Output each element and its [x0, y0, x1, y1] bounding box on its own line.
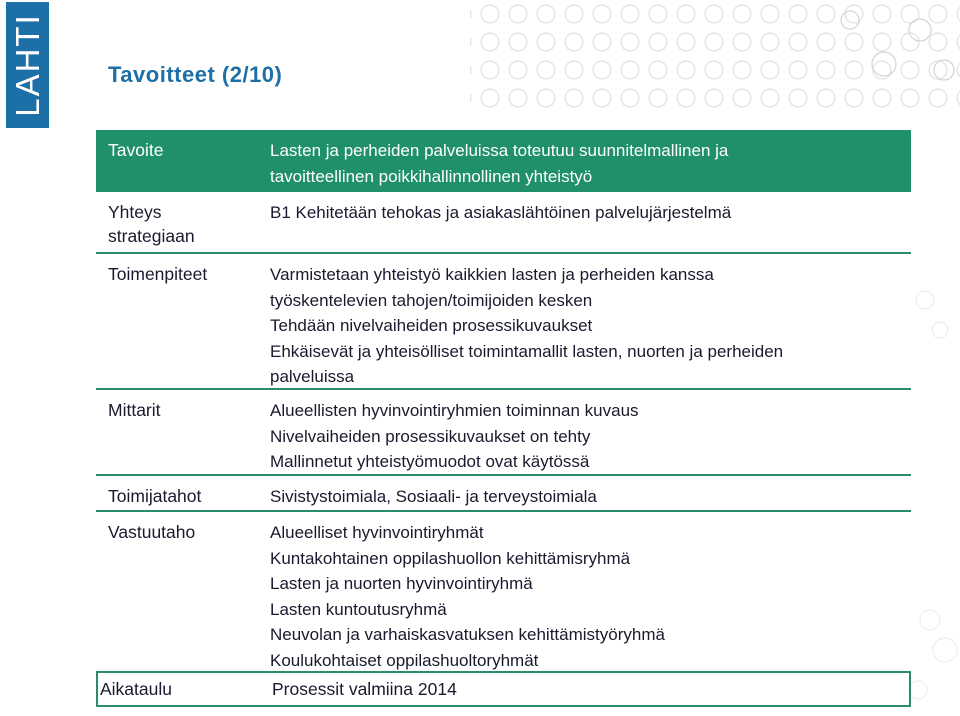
content-line: Alueelliset hyvinvointiryhmät — [270, 523, 484, 542]
content-line: Lasten ja perheiden palveluissa toteutuu suunnitelmallinen ja — [270, 141, 729, 160]
content-line: Ehkäisevät ja yhteisölliset toimintamallit lasten, nuorten ja perheiden — [270, 341, 784, 361]
label-line: strategiaan — [108, 226, 195, 246]
table-row-toimijatahot — [96, 476, 911, 512]
content-line: Kuntakohtainen oppilashuollon kehittämisryhmä — [270, 548, 631, 568]
content-line: työskentelevien tahojen/toimijoiden kesken — [270, 290, 593, 310]
content-line: Mallinnetut yhteistyömuodot ovat käytössä — [270, 452, 590, 471]
table-row-yhteys-strategiaan — [96, 192, 911, 254]
row-label: Mittarit — [108, 400, 161, 420]
row-content — [270, 262, 900, 390]
table-row-vastuutaho — [96, 512, 911, 670]
content-line: palveluissa — [270, 367, 355, 386]
content-line: Lasten ja nuorten hyvinvointiryhmä — [270, 574, 533, 593]
row-label: Tavoite — [108, 140, 164, 160]
content-line: Varmistetaan yhteistyö kaikkien lasten ja perheiden kanssa — [270, 265, 714, 284]
content-line: Lasten kuntoutusryhmä — [270, 599, 447, 619]
lahti-logo — [6, 2, 49, 128]
row-label: Toimijatahot — [108, 486, 202, 506]
table-row-toimenpiteet — [96, 254, 911, 390]
content-line: Tehdään nivelvaiheiden prosessikuvaukset — [270, 316, 593, 335]
row-label — [108, 200, 195, 248]
table-row-tavoite — [96, 130, 911, 192]
content-line: tavoitteellinen poikkihallinnollinen yhteistyö — [270, 166, 593, 186]
table-row-mittarit — [96, 390, 911, 476]
row-content — [270, 138, 900, 189]
row-content — [270, 520, 900, 673]
content-line: Neuvolan ja varhaiskasvatuksen kehittämistyöryhmä — [270, 625, 665, 644]
row-label: Vastuutaho — [108, 522, 196, 542]
row-label: Toimenpiteet — [108, 264, 208, 284]
content-line: B1 Kehitetään tehokas ja asiakaslähtöinen palvelujärjestelmä — [270, 203, 732, 222]
logo-text: LAHTI — [8, 13, 46, 117]
label-line: Yhteys — [108, 202, 162, 222]
table-row-aikataulu — [96, 671, 911, 707]
content-line: Alueellisten hyvinvointiryhmien toiminnan kuvaus — [270, 401, 639, 420]
content-line: Sivistystoimiala, Sosiaali- ja terveystoimiala — [270, 487, 597, 506]
page-title: Tavoitteet (2/10) — [108, 62, 283, 87]
goals-table — [96, 130, 911, 707]
content-line: Koulukohtaiset oppilashuoltoryhmät — [270, 650, 539, 670]
content-line: Nivelvaiheiden prosessikuvaukset on tehty — [270, 426, 591, 446]
row-content — [270, 398, 900, 475]
row-content — [270, 484, 900, 510]
row-content: Prosessit valmiina 2014 — [272, 679, 457, 699]
row-label: Aikataulu — [100, 679, 172, 699]
row-content — [270, 200, 900, 226]
